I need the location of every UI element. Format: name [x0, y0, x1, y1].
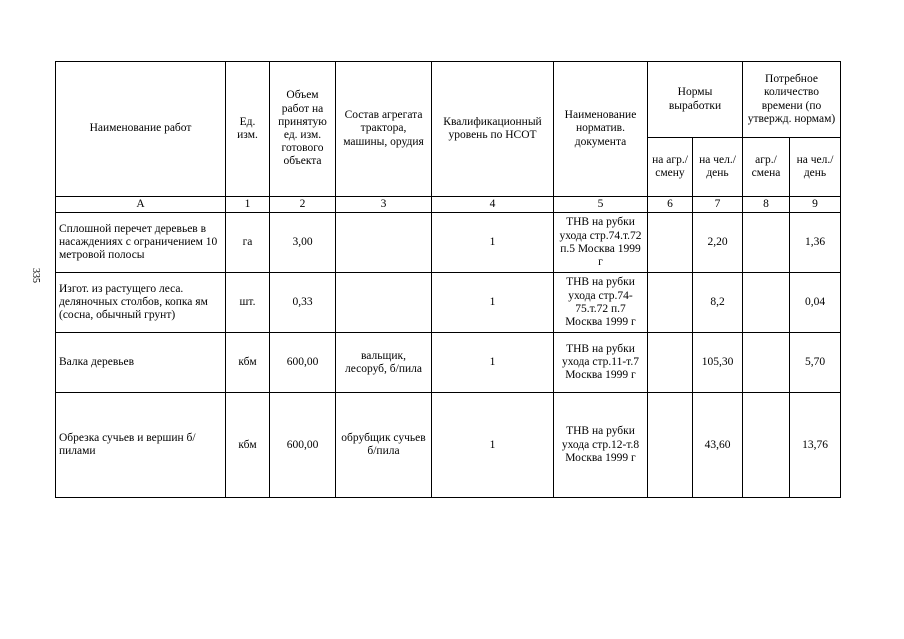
column-index-row — [56, 197, 841, 213]
time-worker-cell: 5,70 — [790, 333, 841, 393]
composition-cell: вальщик, лесоруб, б/пила — [336, 333, 432, 393]
header-time-per-worker: на чел./ день — [790, 138, 841, 197]
qualification-cell: 1 — [432, 333, 554, 393]
work-norms-table — [55, 61, 841, 498]
norm-worker-cell: 8,2 — [693, 273, 743, 333]
column-index: 4 — [432, 197, 554, 213]
composition-cell: обрубщик сучьев б/пила — [336, 393, 432, 498]
column-index: 7 — [693, 197, 743, 213]
header-name: Наименование работ — [56, 62, 226, 197]
time-worker-cell: 0,04 — [790, 273, 841, 333]
header-qualification: Квалификационный уровень по НСОТ — [432, 62, 554, 197]
time-worker-cell: 1,36 — [790, 213, 841, 273]
unit-cell: га — [226, 213, 270, 273]
column-index: А — [56, 197, 226, 213]
time-unit-cell — [743, 393, 790, 498]
norm-worker-cell: 105,30 — [693, 333, 743, 393]
header-norms-per-worker: на чел./ день — [693, 138, 743, 197]
page-number: 335 — [30, 268, 41, 283]
work-name: Валка деревьев — [56, 333, 226, 393]
unit-cell: кбм — [226, 393, 270, 498]
column-index: 5 — [554, 197, 648, 213]
column-index: 6 — [648, 197, 693, 213]
norm-unit-cell — [648, 273, 693, 333]
column-index: 1 — [226, 197, 270, 213]
table-row — [56, 273, 841, 333]
volume-cell: 600,00 — [270, 333, 336, 393]
header-composition: Состав агрегата трактора, машины, орудия — [336, 62, 432, 197]
time-unit-cell — [743, 213, 790, 273]
header-time-needed: Потребное количество времени (по утвержд. нормам) — [743, 62, 841, 138]
time-worker-cell: 13,76 — [790, 393, 841, 498]
document-cell: ТНВ на рубки ухода стр.74-75.т.72 п.7 Москва 1999 г — [554, 273, 648, 333]
work-name: Обрезка сучьев и вершин б/пилами — [56, 393, 226, 498]
header-volume: Объем работ на принятую ед. изм. готового объекта — [270, 62, 336, 197]
header-norms: Нормы выработки — [648, 62, 743, 138]
column-index: 8 — [743, 197, 790, 213]
time-unit-cell — [743, 333, 790, 393]
norm-unit-cell — [648, 333, 693, 393]
composition-cell — [336, 273, 432, 333]
volume-cell: 3,00 — [270, 213, 336, 273]
header-norms-per-unit: на агр./ смену — [648, 138, 693, 197]
qualification-cell: 1 — [432, 213, 554, 273]
volume-cell: 0,33 — [270, 273, 336, 333]
column-index: 9 — [790, 197, 841, 213]
unit-cell: кбм — [226, 333, 270, 393]
norm-unit-cell — [648, 393, 693, 498]
header-row-1 — [56, 62, 841, 138]
qualification-cell: 1 — [432, 273, 554, 333]
header-unit: Ед. изм. — [226, 62, 270, 197]
qualification-cell: 1 — [432, 393, 554, 498]
time-unit-cell — [743, 273, 790, 333]
norm-worker-cell: 43,60 — [693, 393, 743, 498]
header-document: Наименование норматив. документа — [554, 62, 648, 197]
document-cell: ТНВ на рубки ухода стр.11-т.7 Москва 1999 г — [554, 333, 648, 393]
table-row — [56, 333, 841, 393]
column-index: 2 — [270, 197, 336, 213]
document-cell: ТНВ на рубки ухода стр.74.т.72 п.5 Москва 1999 г — [554, 213, 648, 273]
composition-cell — [336, 213, 432, 273]
norm-worker-cell: 2,20 — [693, 213, 743, 273]
header-time-per-unit: агр./ смена — [743, 138, 790, 197]
volume-cell: 600,00 — [270, 393, 336, 498]
column-index: 3 — [336, 197, 432, 213]
work-name: Изгот. из растущего леса. деляночных столбов, копка ям (сосна, обычный грунт) — [56, 273, 226, 333]
work-name: Сплошной перечет деревьев в насаждениях с ограничением 10 метровой полосы — [56, 213, 226, 273]
table-row — [56, 393, 841, 498]
unit-cell: шт. — [226, 273, 270, 333]
table-row — [56, 213, 841, 273]
document-cell: ТНВ на рубки ухода стр.12-т.8 Москва 1999 г — [554, 393, 648, 498]
norm-unit-cell — [648, 213, 693, 273]
